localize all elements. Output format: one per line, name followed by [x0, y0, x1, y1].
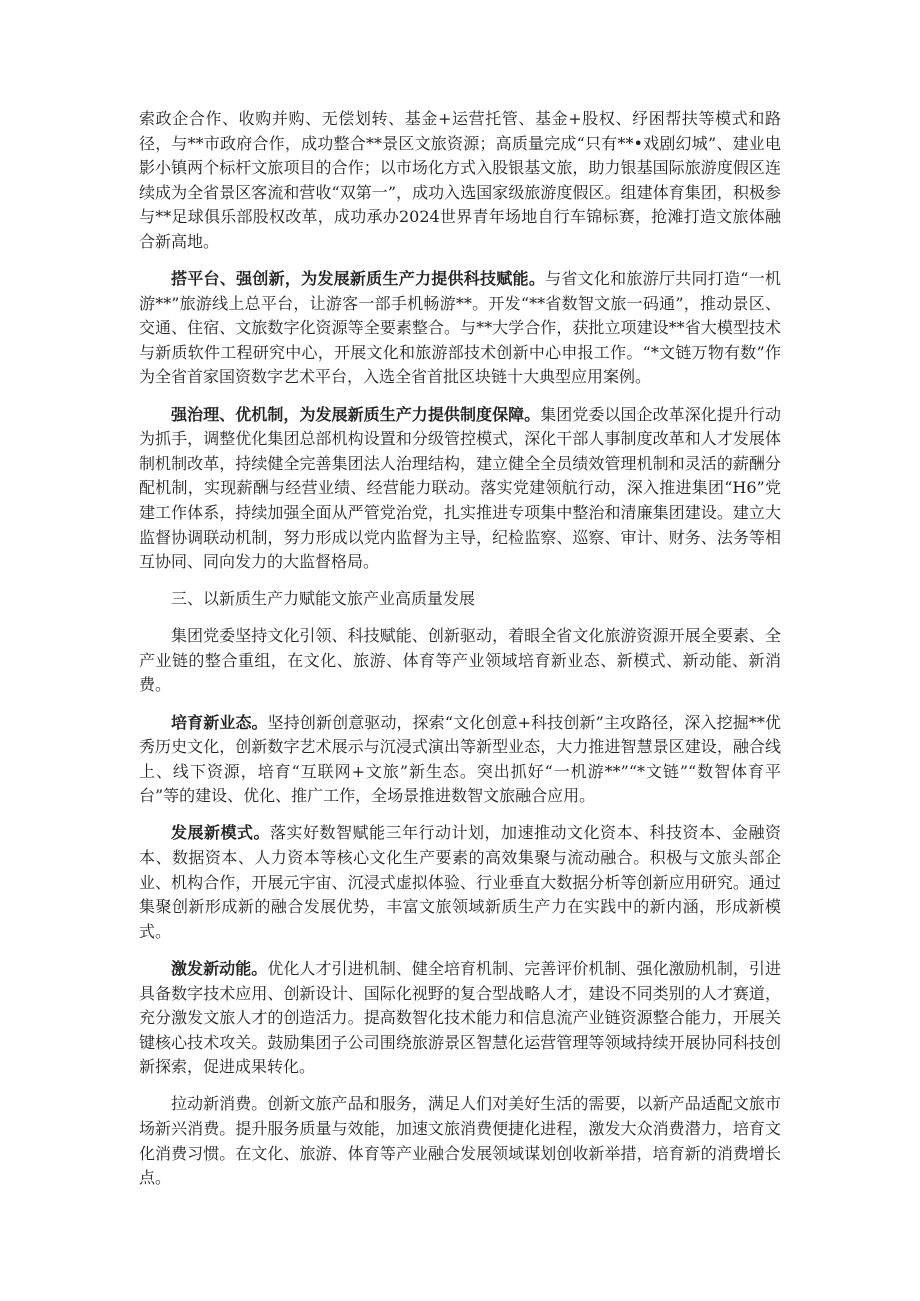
document-body	[139, 107, 781, 1203]
paragraph-lead: 搭平台、强创新，为发展新质生产力提供科技赋能。	[171, 269, 546, 289]
paragraph-lead: 强治理、优机制，为发展新质生产力提供制度保障。	[171, 404, 541, 424]
paragraph-lead: 激发新动能。	[171, 958, 268, 978]
paragraph-new-consumption	[139, 1092, 781, 1190]
paragraph-text: 落实好数智赋能三年行动计划，加速推动文化资本、科技资本、金融资本、数据资本、人力资本等核心文化生产要素的高效集聚与流动融合。积极与文旅头部企业、机构合作，开展元宇宙、沉浸式虚拟体验、行业垂直大数据分析等创新应用研究。通过集聚创新形成新的融合发展优势，丰富文旅领域新质生产力在实践中的新内涵，形成新模式。	[139, 823, 781, 941]
paragraph-new-formats	[139, 711, 781, 809]
section-heading: 三、以新质生产力赋能文旅产业高质量发展	[171, 589, 476, 609]
paragraph-lead: 发展新模式。	[171, 823, 270, 843]
paragraph-new-momentum	[139, 957, 781, 1080]
paragraph-text: 索政企合作、收购并购、无偿划转、基金+运营托管、基金+股权、纾困帮扶等模式和路径，与**市政府合作，成功整合**景区文旅资源；高质量完成“只有**•戏剧幻城”、建业电影小镇两个标杆文旅项目的合作；以市场化方式入股银基文旅，助力银基国际旅游度假区连续成为全省景区客流和营收“双第一”，成功入选国家级旅游度假区。组建体育集团，积极参与**足球俱乐部股权改革，成功承办2024世界青年场地自行车锦标赛，抢滩打造文旅体融合新高地。	[139, 109, 781, 251]
paragraph-lead: 培育新业态。	[171, 712, 268, 732]
paragraph-text: 坚持创新创意驱动，探索“文化创意+科技创新”主攻路径，深入挖掘**优秀历史文化，创新数字艺术展示与沉浸式演出等新型业态，大力推进智慧景区建设，融合线上、线下资源，培育“互联网+文旅”新生态。突出抓好“一机游**”“*文链”“数智体育平台”等的建设、优化、推广工作，全场景推进数智文旅融合应用。	[139, 712, 781, 806]
paragraph-text: 优化人才引进机制、健全培育机制、完善评价机制、强化激励机制，引进具备数字技术应用、创新设计、国际化视野的复合型战略人才，建设不同类别的人才赛道，充分激发文旅人才的创造活力。提高数智化技术能力和信息流产业链资源整合能力，开展关键核心技术攻关。鼓励集团子公司围绕旅游景区智慧化运营管理等领域持续开展协同科技创新探索，促进成果转化。	[139, 958, 781, 1077]
paragraph-text: 与省文化和旅游厅共同打造“一机游**”旅游线上总平台，让游客一部手机畅游**。开发“**省数智文旅一码通”，推动景区、交通、住宿、文旅数字化资源等全要素整合。与**大学合作，获批立项建设**省大模型技术与新质软件工程研究中心，开展文化和旅游部技术创新中心申报工作。“*文链万物有数”作为全省首家国资数字艺术平台，入选全省首批区块链十大典型应用案例。	[139, 269, 781, 387]
paragraph-text: 集团党委坚持文化引领、科技赋能、创新驱动，着眼全省文化旅游资源开展全要素、全产业链的整合重组，在文化、旅游、体育等产业领域培育新业态、新模式、新动能、新消费。	[139, 626, 781, 695]
paragraph-text: 拉动新消费。创新文旅产品和服务，满足人们对美好生活的需要，以新产品适配文旅市场新兴消费。提升服务质量与效能，加速文旅消费便捷化进程，激发大众消费潜力，培育文化消费习惯。在文化、旅游、体育等产业融合发展领域谋划创收新举措，培育新的消费增长点。	[139, 1094, 781, 1188]
paragraph-new-models	[139, 821, 781, 944]
paragraph-partnerships	[139, 107, 781, 255]
paragraph-tech-platform	[139, 267, 781, 390]
paragraph-governance	[139, 403, 781, 575]
paragraph-section-intro	[139, 624, 781, 698]
paragraph-text: 集团党委以国企改革深化提升行动为抓手，调整优化集团总部机构设置和分级管控模式，深化干部人事制度改革和人才发展体制机制改革，持续健全完善集团法人治理结构，建立健全全员绩效管理机制和灵活的薪酬分配机制，实现薪酬与经营业绩、经营能力联动。落实党建领航行动，深入推进集团“H6”党建工作体系，持续加强全面从严管党治党，扎实推进专项集中整治和清廉集团建设。建立大监督协调联动机制，努力形成以党内监督为主导，纪检监察、巡察、审计、财务、法务等相互协同、同向发力的大监督格局。	[139, 404, 781, 572]
